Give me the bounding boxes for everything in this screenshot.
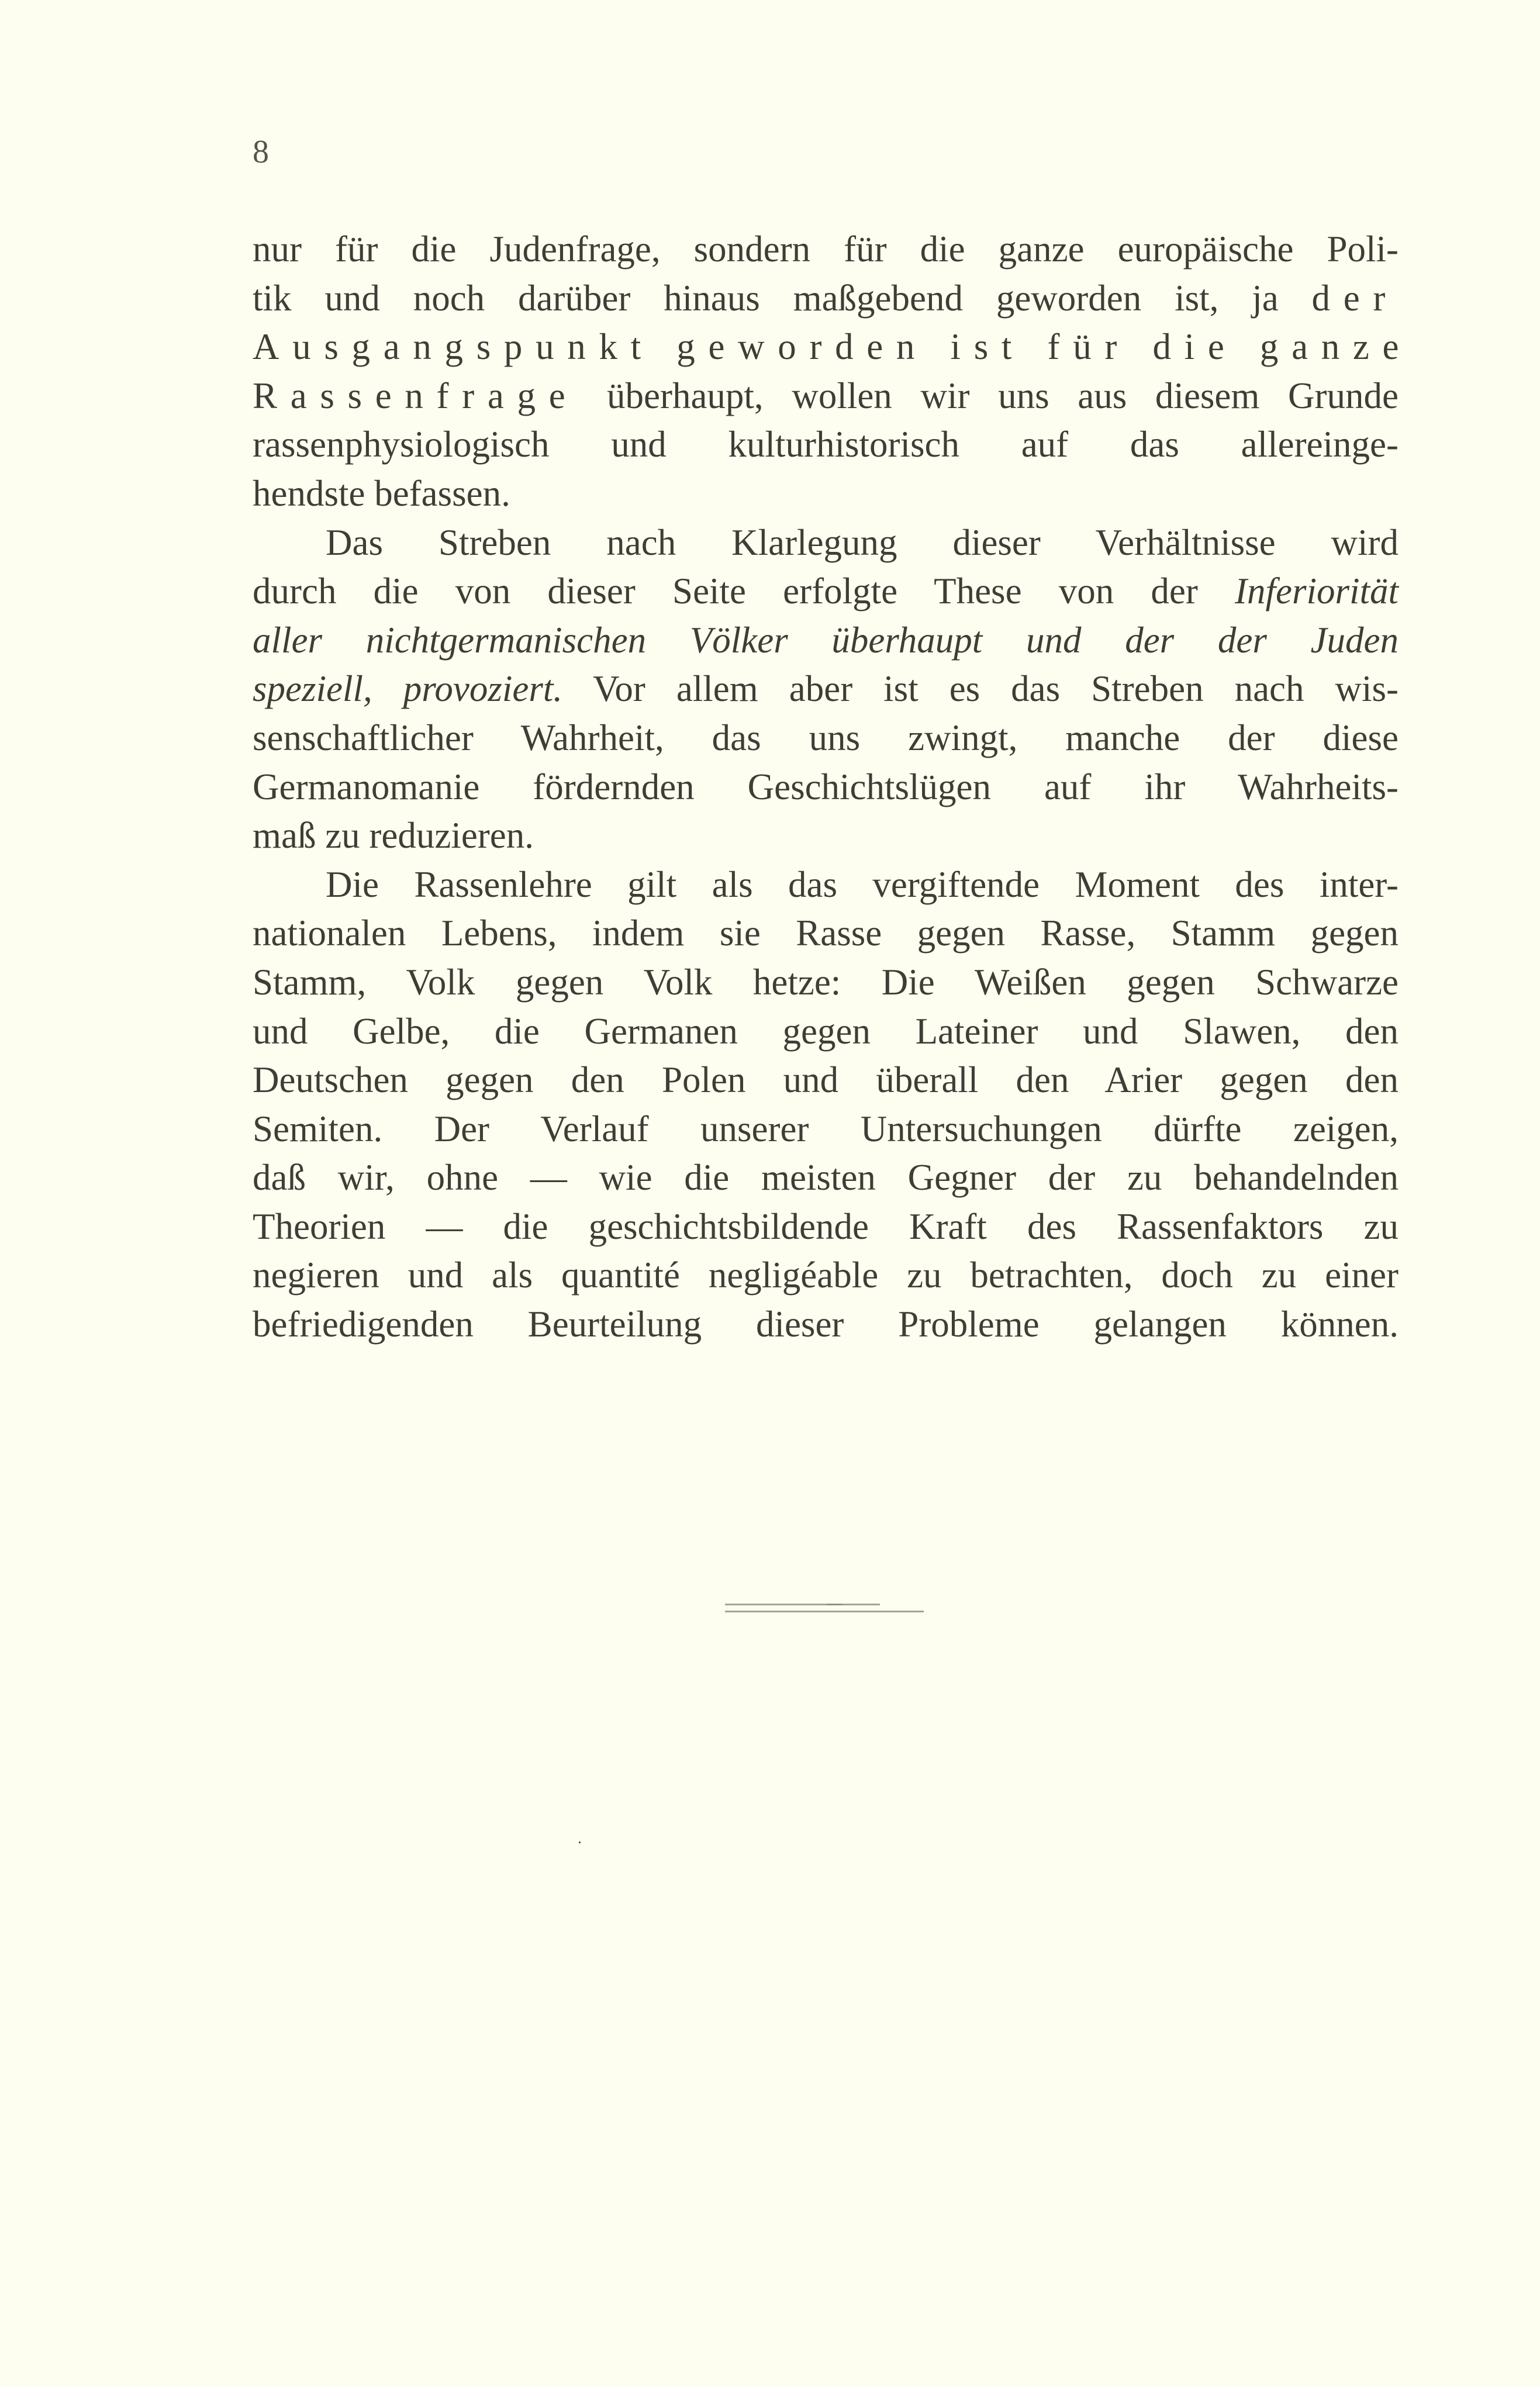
paragraph-3	[253, 861, 1399, 1349]
text-line	[253, 1251, 1399, 1300]
text-line: Semiten. Der Verlauf unserer Untersuchungen dürfte zeigen,	[253, 1108, 1399, 1149]
text-segment: überhaupt, wollen wir uns aus diesem Grunde	[578, 375, 1399, 416]
text-line: senschaftlicher Wahrheit, das uns zwingt, manche der diese	[253, 717, 1399, 758]
text-segment: negieren und als	[253, 1255, 562, 1296]
text-line: Die Rassenlehre gilt als das vergiftende Moment des inter-	[326, 863, 1399, 905]
text-line: nur für die Judenfrage, sondern für die ganze europäische Poli-	[253, 229, 1399, 270]
page-number: 8	[253, 134, 269, 170]
text-line	[253, 274, 1399, 323]
foreign-phrase: quantité negligéable	[561, 1255, 879, 1296]
text-segment: Vor allem aber ist es das Streben nach wis-	[562, 668, 1399, 710]
emphasized-word: der	[1311, 277, 1399, 319]
text-line	[253, 372, 1399, 421]
text-line: Theorien — die geschichtsbildende Kraft des Rassenfaktors zu	[253, 1205, 1399, 1247]
section-end-rule-top	[827, 1604, 880, 1605]
text-line: Stamm, Volk gegen Volk hetze: Die Weißen gegen Schwarze	[253, 961, 1399, 1003]
scan-speck	[579, 1842, 581, 1843]
text-line: maß zu reduzieren.	[253, 815, 534, 856]
body-text	[253, 225, 1413, 1349]
text-segment: durch die von dieser Seite erfolgte These von der	[253, 571, 1235, 612]
section-end-rule-bottom	[725, 1611, 924, 1612]
paragraph-2	[253, 519, 1399, 861]
text-line: und Gelbe, die Germanen gegen Lateiner und Slawen, den	[253, 1010, 1399, 1052]
paragraph-1	[253, 225, 1413, 519]
italic-segment: Inferiorität	[1235, 571, 1399, 612]
italic-segment: speziell, provoziert.	[253, 668, 563, 710]
emphasized-word: Rassenfrage	[253, 375, 579, 416]
text-line	[253, 665, 1399, 714]
text-segment: zu betrachten, doch zu einer	[878, 1255, 1399, 1296]
section-end-rule-top	[725, 1604, 842, 1605]
text-line: nationalen Lebens, indem sie Rasse gegen Rasse, Stamm gegen	[253, 913, 1399, 954]
text-line: hendste befassen.	[253, 472, 510, 514]
text-line	[253, 567, 1399, 616]
text-line: befriedigenden Beurteilung dieser Probleme gelangen können.	[253, 1304, 1399, 1345]
emphasized-line: Ausgangspunkt geworden ist für die ganze	[253, 326, 1413, 368]
italic-line: aller nichtgermanischen Völker überhaupt und der der Juden	[253, 619, 1399, 661]
text-line: Das Streben nach Klarlegung dieser Verhältnisse wird	[326, 521, 1399, 563]
text-line: rassenphysiologisch und kulturhistorisch auf das allereinge-	[253, 424, 1399, 465]
text-segment: tik und noch darüber hinaus maßgebend geworden ist, ja	[253, 277, 1312, 319]
text-line: Deutschen gegen den Polen und überall den Arier gegen den	[253, 1059, 1399, 1101]
text-line: Germanomanie fördernden Geschichtslügen auf ihr Wahrheits-	[253, 766, 1399, 807]
text-line: daß wir, ohne — wie die meisten Gegner der zu behandelnden	[253, 1157, 1399, 1198]
